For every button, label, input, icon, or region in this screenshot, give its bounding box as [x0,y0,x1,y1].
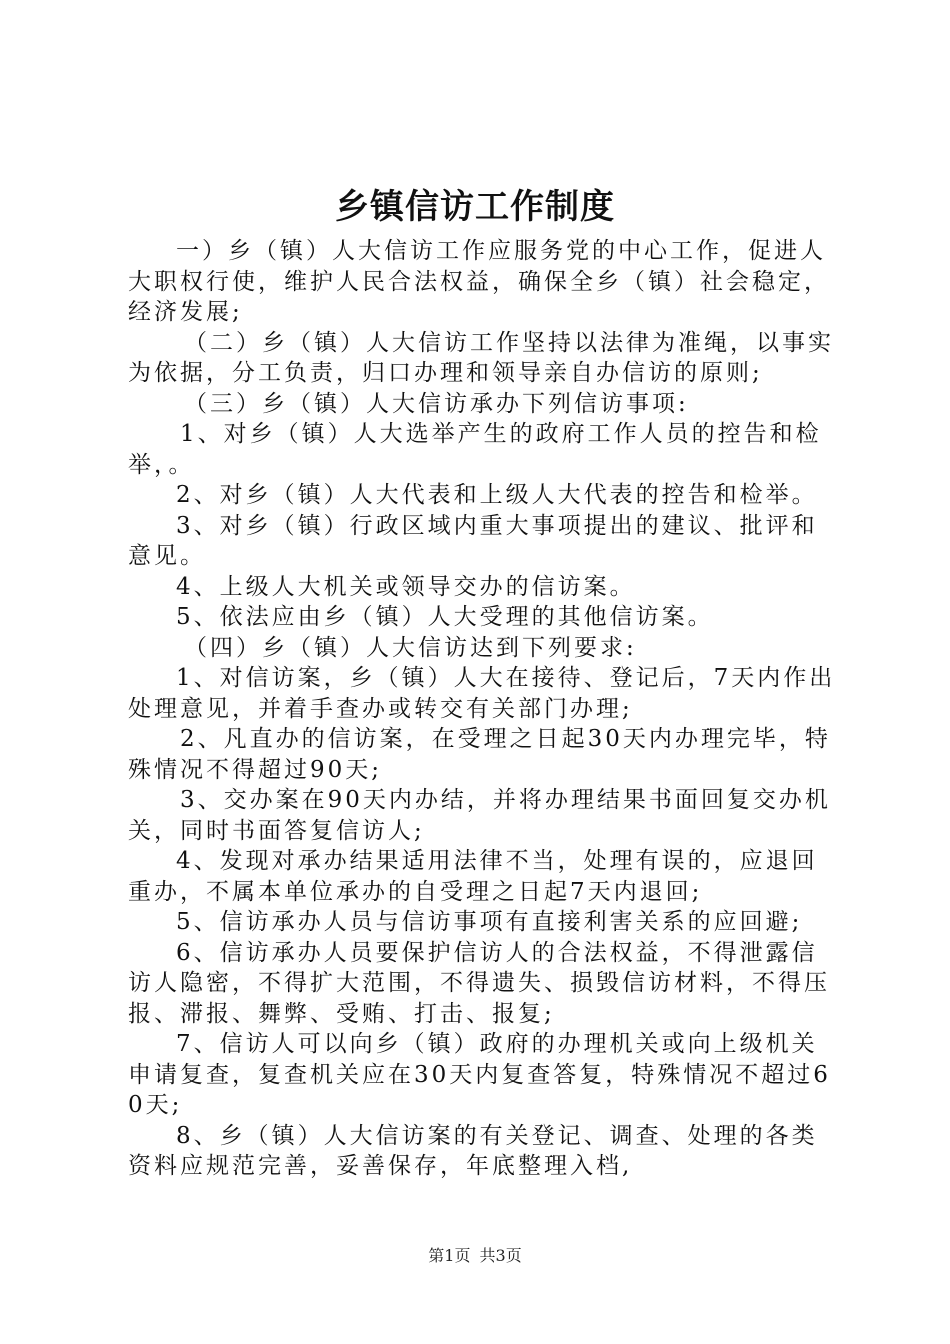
page-number: 第1页 [428,1246,471,1265]
page-footer [0,1244,950,1268]
paragraph-3: （三）乡（镇）人大信访承办下列信访事项: [184,390,689,417]
paragraph-8: 5、依法应由乡（镇）人大受理的其他信访案。 [176,604,714,630]
paragraph-7: 4、上级人大机关或领导交办的信访案。 [176,573,636,600]
paragraph-13: 4、发现对承办结果适用法律不当，处理有误的，应退回重办，不属本单位承办的自受理之日起7天内退回; [128,848,818,905]
page-total: 共3页 [479,1246,522,1265]
document-body [128,236,840,1182]
paragraph-1: 一）乡（镇）人大信访工作应服务党的中心工作，促进人大职权行使，维护人民合法权益，确保全乡（镇）社会稳定，经济发展; [128,238,830,325]
paragraph-15: 6、信访承办人员要保护信访人的合法权益，不得泄露信访人隐密，不得扩大范围，不得遗失、损毁信访材料，不得压报、滞报、舞弊、受贿、打击、报复; [128,939,830,1027]
paragraph-4: 1、对乡（镇）人大选举产生的政府工作人员的控告和检举，。 [128,421,822,478]
paragraph-16: 7、信访人可以向乡（镇）政府的办理机关或向上级机关申请复查，复查机关应在30天内复查答复，特殊情况不超过60天; [128,1031,831,1118]
paragraph-5: 2、对乡（镇）人大代表和上级人大代表的控告和检举。 [176,482,818,508]
document-title: 乡镇信访工作制度 [335,187,615,227]
paragraph-17: 8、乡（镇）人大信访案的有关登记、调查、处理的各类资料应规范完善，妥善保存，年底整理入档, [128,1122,818,1179]
paragraph-10: 1、对信访案，乡（镇）人大在接待、登记后，7天内作出处理意见，并着手查办或转交有关部门办理; [128,665,836,722]
paragraph-14: 5、信访承办人员与信访事项有直接利害关系的应回避; [176,909,803,935]
paragraph-11: 2、凡直办的信访案，在受理之日起30天内办理完毕，特殊情况不得超过90天; [128,726,831,783]
paragraph-12: 3、交办案在90天内办结，并将办理结果书面回复交办机关，同时书面答复信访人; [128,787,831,844]
paragraph-2: （二）乡（镇）人大信访工作坚持以法律为准绳，以事实为依据，分工负责，归口办理和领导亲自办信访的原则; [128,329,834,386]
paragraph-9: （四）乡（镇）人大信访达到下列要求: [184,634,637,661]
paragraph-6: 3、对乡（镇）行政区域内重大事项提出的建议、批评和意见。 [128,512,818,569]
